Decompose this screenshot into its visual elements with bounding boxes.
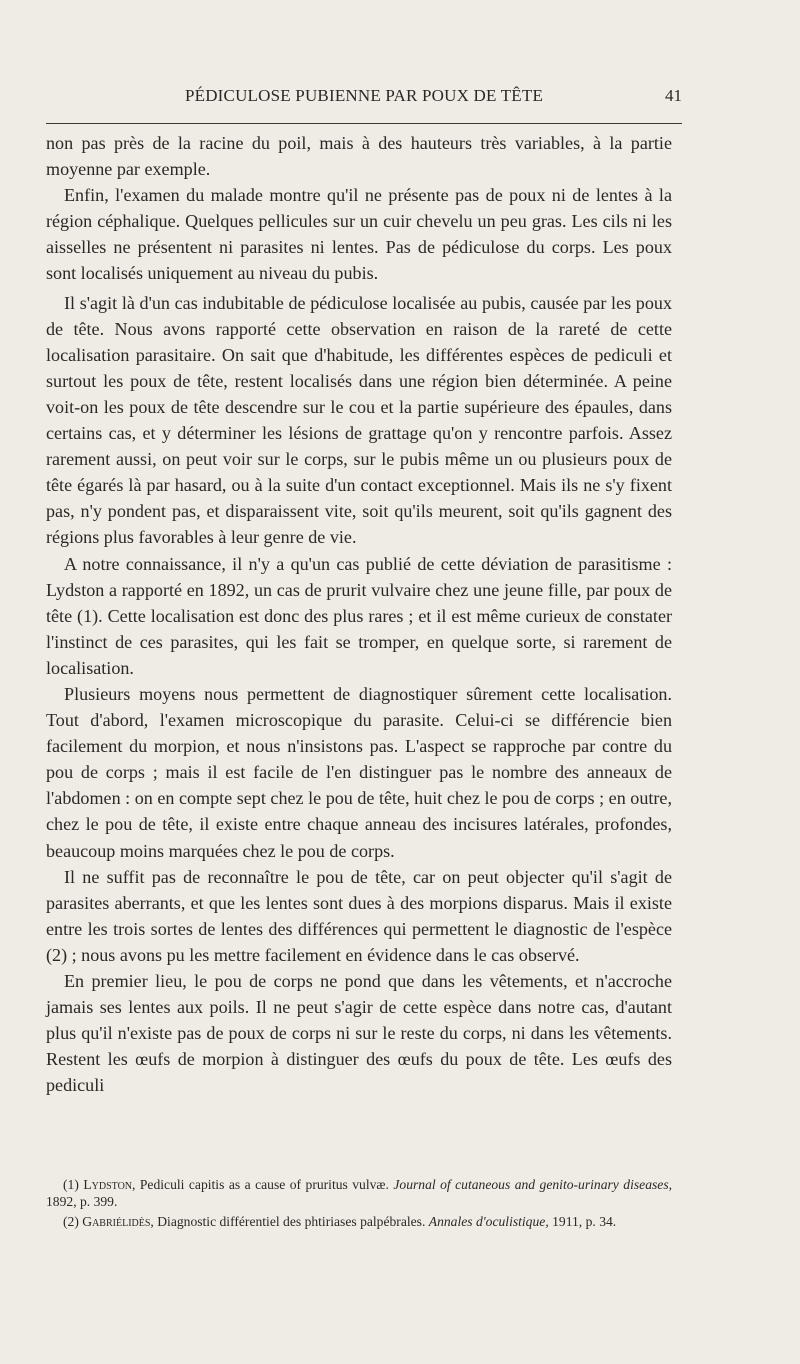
paragraph-6: Il ne suffit pas de reconnaître le pou de tête, car on peut objecter qu'il s'agit de parasites aberrants, et que les lentes sont dues à des morpions disparus. Mais il existe entre les trois sortes de lentes des différences qui permettent le diagnostic de l'espèce (2) ; nous avons pu les mettre facilement en évidence dans le cas observé. <box>46 866 672 965</box>
footnote-2-journal: Annales d'oculistique, <box>428 1214 549 1229</box>
footnote-1-author: Lydston <box>83 1177 133 1192</box>
footnote-2-author: Gabriélidès <box>82 1214 151 1229</box>
footnote-2-tail: 1911, p. 34. <box>548 1214 617 1229</box>
paragraph-4: A notre connaissance, il n'y a qu'un cas publié de cette déviation de parasitisme : Lydston a rapporté en 1892, un cas de prurit vulvaire chez une jeune fille, par poux de tête (1). Cette localisation est donc des plus rares ; et il est même curieux de constater l'instinct de ces parasites, qui les fait se tromper, en quelque sorte, si rarement de localisation. <box>46 553 672 678</box>
footnote-2-marker: (2) <box>63 1214 79 1229</box>
footnote-1-marker: (1) <box>63 1177 79 1192</box>
footnote-1-text: , Pediculi capitis as a cause of pruritus vulvæ. <box>132 1177 394 1192</box>
paragraph-3: Il s'agit là d'un cas indubitable de pédiculose localisée au pubis, causée par les poux de tête. Nous avons rapporté cette observation en raison de la rareté de cette localisation parasitaire. On sait que d'habitude, les différentes espèces de pediculi et surtout les poux de tête, restent localisés dans une région bien déterminée. A peine voit-on les poux de tête descendre sur le cou et la partie supérieure des épaules, dans certains cas, et y déterminer les lésions de grattage qu'on y rencontre parfois. Assez rarement aussi, on peut voir sur le corps, sur le pubis même un ou plusieurs poux de tête égarés là par hasard, ou à la suite d'un contact exceptionnel. Mais ils ne s'y fixent pas, n'y pondent pas, et disparaissent vite, soit qu'ils meurent, soit qu'ils gagnent des régions plus favorables à leur genre de vie. <box>46 292 672 548</box>
page-header <box>46 84 682 112</box>
page-number: 41 <box>665 86 682 105</box>
paragraph-5: Plusieurs moyens nous permettent de diagnostiquer sûrement cette localisation. Tout d'abord, l'examen microscopique du parasite. Celui-ci se différencie bien facilement du morpion, et nous n'insistons pas. L'aspect se rapproche par contre du pou de corps ; mais il est facile de l'en distinguer pas le nombre des anneaux de l'abdomen : on en compte sept chez le pou de tête, huit chez le pou de corps ; en outre, chez le pou de tête, il existe entre chaque anneau des incisures latérales, profondes, beaucoup moins marquées chez le pou de corps. <box>46 683 672 861</box>
footnotes <box>46 1176 672 1233</box>
running-title: PÉDICULOSE PUBIENNE PAR POUX DE TÊTE <box>184 86 544 105</box>
footnote-2 <box>46 1213 672 1230</box>
paragraph-2: Enfin, l'examen du malade montre qu'il ne présente pas de poux ni de lentes à la région céphalique. Quelques pellicules sur un cuir chevelu un peu gras. Les cils ni les aisselles ne présentent ni parasites ni lentes. Pas de pédiculose du corps. Les poux sont localisés uniquement au niveau du pubis. <box>46 185 672 284</box>
footnote-2-text: , Diagnostic différentiel des phtiriases palpébrales. <box>150 1214 429 1229</box>
body-text <box>46 130 672 1098</box>
header-rule <box>46 123 682 124</box>
footnote-1-journal: Journal of cutaneous and genito-urinary diseases, <box>393 1177 673 1192</box>
footnote-1 <box>46 1176 672 1210</box>
paragraph-1: non pas près de la racine du poil, mais à des hauteurs très variables, à la partie moyenne par exemple. <box>46 133 672 180</box>
paragraph-7: En premier lieu, le pou de corps ne pond que dans les vêtements, et n'accroche jamais ses lentes aux poils. Il ne peut s'agir de cette espèce dans notre cas, d'autant plus qu'il n'existe pas de poux de corps ni sur le reste du corps, ni dans les vêtements. Restent les œufs de morpion à distinguer des œufs du poux de tête. Les œufs des pediculi <box>46 971 672 1096</box>
footnote-1-tail: 1892, p. 399. <box>46 1194 118 1209</box>
